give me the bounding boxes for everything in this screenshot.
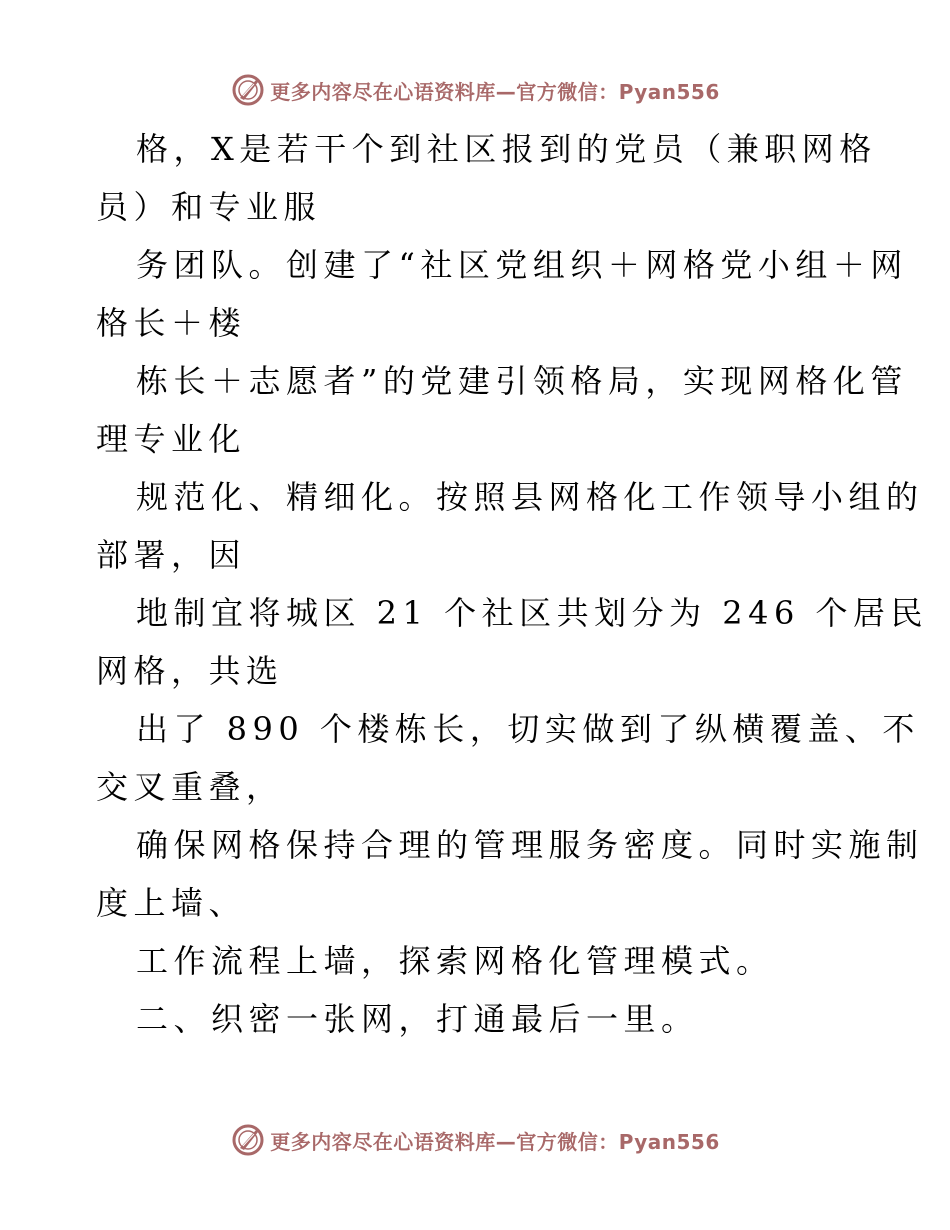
watermark-brand: 更多内容尽在心语资料库— — [270, 79, 517, 104]
watermark-wechat: 官方微信：Pyan556 — [516, 1129, 720, 1154]
paragraph-line: 网格，共选 — [96, 652, 284, 690]
paragraph-line: 交叉重叠， — [96, 768, 284, 806]
paragraph-line: 务团队。创建了“社区党组织＋网格党小组＋网 — [136, 246, 908, 284]
paragraph-line: 理专业化 — [96, 420, 247, 458]
paragraph-line: 部署，因 — [96, 536, 247, 574]
paragraph-line: 度上墙、 — [96, 884, 247, 922]
paragraph-line: 出了 890 个楼栋长，切实做到了纵横覆盖、不 — [136, 710, 920, 748]
paragraph-line: 员）和专业服 — [96, 188, 322, 226]
paragraph-line: 确保网格保持合理的管理服务密度。同时实施制 — [136, 826, 924, 864]
document-body — [96, 120, 928, 1048]
seal-feather-icon — [230, 72, 266, 108]
paragraph-line: 栋长＋志愿者”的党建引领格局，实现网格化管 — [136, 362, 908, 400]
paragraph-line: 工作流程上墙，探索网格化管理模式。 — [136, 942, 774, 980]
paragraph-line: 格长＋楼 — [96, 304, 247, 342]
seal-feather-icon — [230, 1122, 266, 1158]
paragraph-line: 格，X是若干个到社区报到的党员（兼职网格 — [136, 130, 877, 168]
watermark-text — [270, 1126, 720, 1155]
watermark-wechat: 官方微信：Pyan556 — [516, 79, 720, 104]
footer-watermark — [0, 1120, 950, 1160]
watermark-brand: 更多内容尽在心语资料库— — [270, 1129, 517, 1154]
paragraph-line: 地制宜将城区 21 个社区共划分为 246 个居民 — [136, 594, 928, 632]
header-watermark — [0, 70, 950, 110]
paragraph-line: 二、织密一张网，打通最后一里。 — [136, 1000, 699, 1038]
watermark-text — [270, 76, 720, 105]
paragraph-line: 规范化、精细化。按照县网格化工作领导小组的 — [136, 478, 924, 516]
